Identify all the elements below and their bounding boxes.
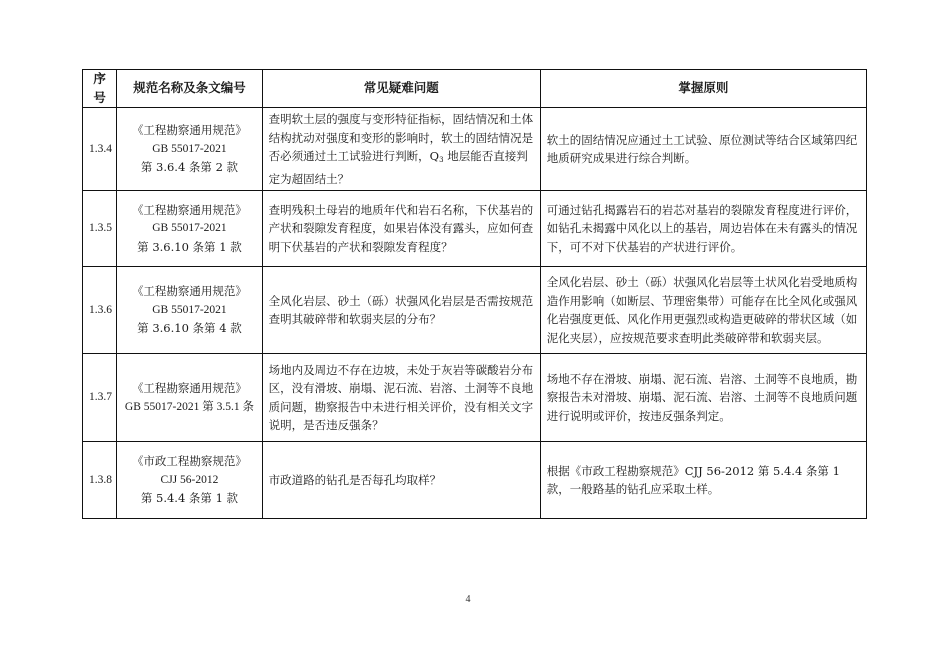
spec-title: 《工程勘察通用规范》 (131, 123, 247, 138)
header-no: 序号 (83, 70, 117, 108)
spec-title: 《工程勘察通用规范》 (131, 284, 247, 299)
header-question: 常见疑难问题 (262, 70, 540, 108)
row-number: 1.3.7 (83, 354, 117, 442)
spec-code-clause: GB 55017-2021 第 3.5.1 条 (124, 400, 254, 413)
spec-clause: 第 5.4.4 条第 1 款 (140, 491, 239, 506)
question-subscript: 3 (439, 156, 444, 164)
question-cell (262, 108, 540, 191)
table-row (83, 267, 867, 354)
spec-title: 《工程勘察通用规范》 (131, 381, 247, 395)
table-row (83, 354, 867, 442)
spec-code: CJJ 56-2012 (160, 473, 219, 486)
header-spec: 规范名称及条文编号 (117, 70, 262, 108)
row-number: 1.3.8 (83, 442, 117, 519)
question-text-post: 地层能否直接判定为超固结土？ (268, 149, 528, 186)
question-text-pre: 查明软土层的强度与变形特征指标，固结情况和土体结构扰动对强度和变形的影响时，软土的固结情况是否必须通过土工试验进行判断，Q (268, 112, 534, 163)
question-cell: 查明残积土母岩的地质年代和岩石名称，下伏基岩的产状和裂隙发育程度，如果岩体没有露头，应如何查明下伏基岩的产状和裂隙发育程度？ (262, 191, 540, 267)
principle-cell: 可通过钻孔揭露岩石的岩芯对基岩的裂隙发育程度进行评价，如钻孔未揭露中风化以上的基岩，周边岩体在未有露头的情况下，可不对下伏基岩的产状进行评价。 (540, 191, 866, 267)
row-number: 1.3.6 (83, 267, 117, 354)
spec-code: GB 55017-2021 (152, 303, 227, 316)
spec-title: 《工程勘察通用规范》 (131, 202, 247, 217)
table-header-row (83, 70, 867, 108)
spec-reference (117, 442, 262, 519)
spec-clause: 第 3.6.10 条第 1 款 (137, 239, 242, 254)
page-number: 4 (465, 594, 471, 605)
question-cell: 场地内及周边不存在边坡，未处于灰岩等碳酸岩分布区，没有滑坡、崩塌、泥石流、岩溶、土洞等不良地质问题，勘察报告中未进行相关评价，没有相关文字说明，是否违反强条？ (262, 354, 540, 442)
spec-clause: 第 3.6.10 条第 4 款 (137, 321, 242, 336)
spec-code: GB 55017-2021 (152, 142, 227, 155)
spec-reference (117, 354, 262, 442)
spec-issues-table (82, 69, 867, 519)
spec-reference (117, 267, 262, 354)
row-number: 1.3.4 (83, 108, 117, 191)
spec-title: 《市政工程勘察规范》 (131, 454, 247, 469)
header-principle: 掌握原则 (540, 70, 866, 108)
spec-reference (117, 108, 262, 191)
question-cell: 市政道路的钻孔是否每孔均取样？ (262, 442, 540, 519)
spec-reference (117, 191, 262, 267)
table-row (83, 442, 867, 519)
row-number: 1.3.5 (83, 191, 117, 267)
table-row (83, 191, 867, 267)
principle-cell: 软土的固结情况应通过土工试验、原位测试等结合区域第四纪地质研究成果进行综合判断。 (540, 108, 866, 191)
principle-cell: 全风化岩层、砂土（砾）状强风化岩层等土状风化岩受地质构造作用影响（如断层、节理密集带）可能存在比全风化或强风化岩强度更低、风化作用更强烈或构造更破碎的带状区域（如泥化夹层），应按规范要求查明此类破碎带和软弱夹层。 (540, 267, 866, 354)
spec-clause: 第 3.6.4 条第 2 款 (140, 160, 239, 175)
spec-code: GB 55017-2021 (152, 222, 227, 235)
principle-cell: 场地不存在滑坡、崩塌、泥石流、岩溶、土洞等不良地质，勘察报告未对滑坡、崩塌、泥石流、岩溶、土洞等不良地质问题进行说明或评价，按违反强条判定。 (540, 354, 866, 442)
question-cell: 全风化岩层、砂土（砾）状强风化岩层是否需按规范查明其破碎带和软弱夹层的分布？ (262, 267, 540, 354)
table-row (83, 108, 867, 191)
principle-cell: 根据《市政工程勘察规范》CJJ 56-2012 第 5.4.4 条第 1 款，一般路基的钻孔应采取土样。 (540, 442, 866, 519)
